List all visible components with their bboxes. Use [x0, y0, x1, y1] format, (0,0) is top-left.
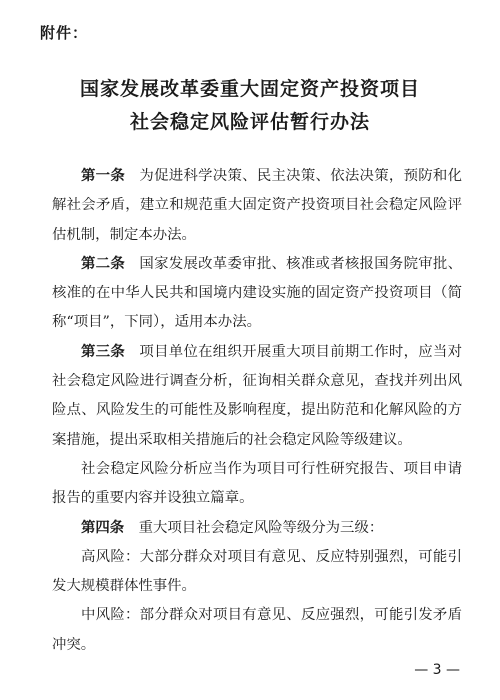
risk-level-high: 高风险：大部分群众对项目有意见、反应特别强烈，可能引发大规模群体性事件。 [52, 548, 462, 595]
article-4 [52, 514, 462, 543]
article-3-lead: 第三条 [81, 343, 126, 360]
attachment-label: 附件： [40, 24, 89, 42]
document-body [52, 162, 462, 660]
page-number: — 3 — [414, 662, 460, 678]
article-3 [52, 338, 462, 455]
article-2 [52, 250, 462, 338]
document-title-line-2: 社会稳定风险评估暂行办法 [129, 111, 370, 133]
article-1 [52, 162, 462, 250]
article-2-lead: 第二条 [81, 255, 126, 272]
article-2-text: 国家发展改革委审批、核准或者核报国务院审批、核准的在中华人民共和国境内建设实施的固定资产投资项目（简称“项目”，下同），适用本办法。 [52, 255, 462, 331]
article-3-continuation: 社会稳定风险分析应当作为项目可行性研究报告、项目申请报告的重要内容并设独立篇章。 [52, 460, 462, 507]
article-4-text: 重大项目社会稳定风险等级分为三级： [138, 519, 384, 536]
risk-level-medium: 中风险：部分群众对项目有意见、反应强烈，可能引发矛盾冲突。 [52, 607, 462, 653]
article-1-text: 为促进科学决策、民主决策、依法决策，预防和化解社会矛盾，建立和规范重大固定资产投资项目社会稳定风险评估机制，制定本办法。 [52, 168, 462, 243]
article-3-text: 项目单位在组织开展重大项目前期工作时，应当对社会稳定风险进行调查分析，征询相关群众意见，查找并列出风险点、风险发生的可能性及影响程度，提出防范和化解风险的方案措施，提出采取相关措施后的社会稳定风险等级建议。 [52, 343, 462, 448]
document-title-line-1: 国家发展改革委重大固定资产投资项目 [79, 78, 420, 100]
article-1-lead: 第一条 [81, 168, 126, 184]
article-4-lead: 第四条 [81, 519, 125, 536]
